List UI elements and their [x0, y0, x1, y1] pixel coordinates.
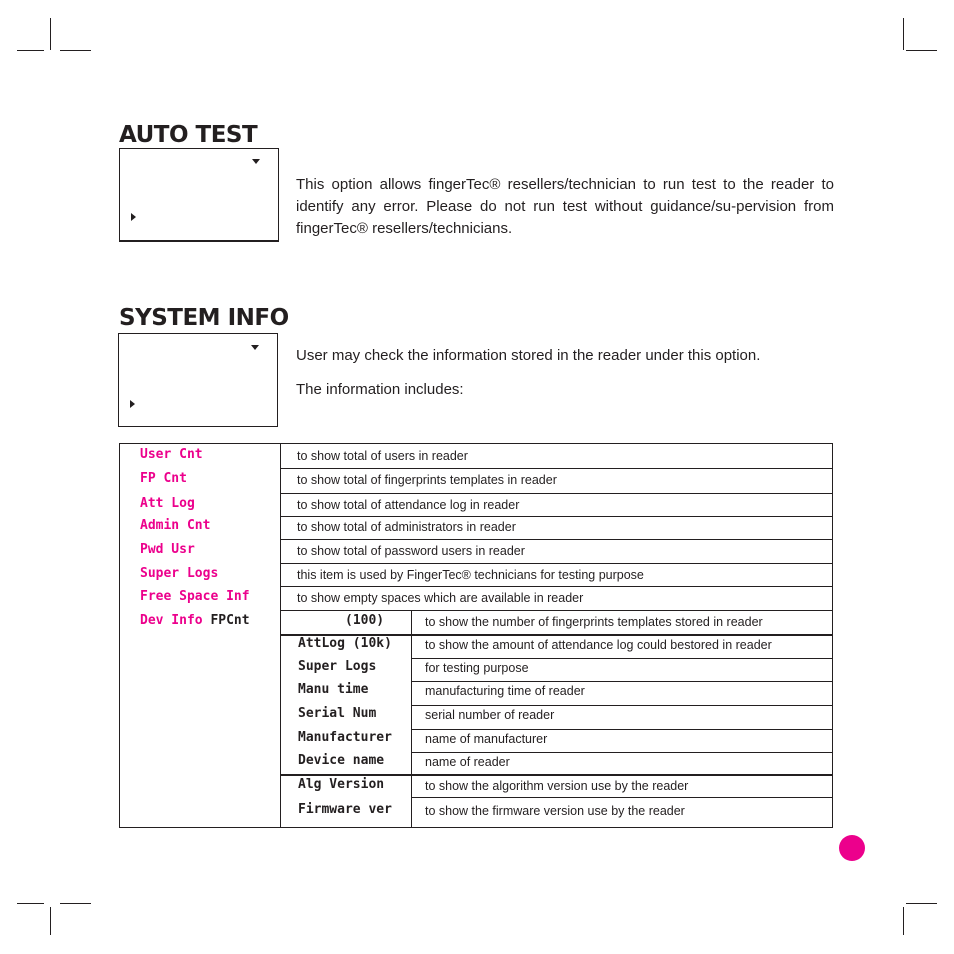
table-row — [120, 444, 832, 468]
sub-row-label: (100) — [345, 613, 385, 628]
table-row — [120, 517, 832, 540]
sub-row-label: Manu time — [298, 682, 369, 697]
auto-test-description: This option allows fingerTec® resellers/technician to run test to the reader to identify any error. Please do not run test without guidance/su-pervision from fingerTec® resellers/technicians. — [296, 176, 834, 237]
sub-table-row — [120, 706, 832, 729]
sub-row-value: to show the algorithm version use by the reader — [425, 779, 689, 793]
row-value: to show empty spaces which are available in reader — [297, 591, 584, 605]
auto-test-screen-illustration — [119, 148, 279, 242]
row-label-att-log: Att Log — [140, 496, 195, 511]
sub-row-label: AttLog (10k) — [298, 636, 392, 651]
sub-table-row — [120, 753, 832, 775]
crop-mark — [60, 903, 91, 904]
crop-mark — [60, 50, 91, 51]
caret-down-icon — [251, 345, 259, 350]
row-value: to show total of attendance log in reader — [297, 498, 520, 512]
system-info-title: SYSTEM INFO — [119, 305, 289, 331]
sub-row-value: name of manufacturer — [425, 732, 548, 746]
crop-mark — [50, 907, 51, 935]
row-label-super-logs: Super Logs — [140, 566, 219, 581]
sub-row-value: for testing purpose — [425, 661, 529, 675]
row-value: this item is used by FingerTec® technicians for testing purpose — [297, 568, 644, 582]
row-value: to show total of fingerprints templates in reader — [297, 473, 557, 487]
table-row — [120, 469, 832, 493]
row-label-free-space-inf: Free Space Inf — [140, 589, 250, 604]
sub-table-row — [120, 636, 832, 658]
sub-row-value: to show the number of fingerprints templates stored in reader — [425, 615, 763, 629]
sub-row-value: manufacturing time of reader — [425, 684, 585, 698]
row-value: to show total of administrators in reader — [297, 520, 516, 534]
auto-test-title: AUTO TEST — [119, 122, 258, 148]
crop-mark — [17, 50, 44, 51]
sub-table-row — [120, 659, 832, 681]
sub-table-row — [120, 730, 832, 753]
row-label-fp-cnt: FP Cnt — [140, 471, 187, 486]
table-row — [120, 564, 832, 586]
system-info-table — [119, 443, 833, 828]
caret-right-icon — [131, 213, 136, 221]
sub-table-row — [120, 776, 832, 798]
crop-mark — [17, 903, 44, 904]
row-value: to show total of password users in reader — [297, 544, 525, 558]
sub-row-label: Manufacturer — [298, 730, 392, 745]
sub-table-row — [120, 798, 832, 827]
dev-info-first-sub: FPCnt — [210, 613, 250, 628]
row-value: to show total of users in reader — [297, 449, 468, 463]
crop-mark — [903, 18, 904, 50]
sub-row-value: serial number of reader — [425, 708, 555, 722]
sub-table-row — [120, 611, 832, 635]
caret-down-icon — [252, 159, 260, 164]
row-label-pwd-usr: Pwd Usr — [140, 542, 195, 557]
dev-info-label: Dev Info — [140, 613, 203, 628]
crop-mark — [903, 907, 904, 935]
page-marker-dot — [839, 835, 865, 861]
sub-row-value: to show the amount of attendance log could bestored in reader — [425, 638, 772, 652]
system-info-includes-text: The information includes: — [296, 381, 464, 398]
row-label-admin-cnt: Admin Cnt — [140, 518, 211, 533]
sub-row-label: Device name — [298, 753, 385, 768]
sub-table-row — [120, 682, 832, 705]
table-row — [120, 494, 832, 516]
crop-mark — [906, 903, 937, 904]
sub-row-value: name of reader — [425, 755, 510, 769]
system-info-description: User may check the information stored in the reader under this option. — [296, 347, 761, 364]
sub-row-label: Super Logs — [298, 659, 377, 674]
table-row — [120, 540, 832, 563]
sub-row-label: Serial Num — [298, 706, 377, 721]
sub-row-label: Firmware ver — [298, 802, 392, 817]
crop-mark — [50, 18, 51, 50]
system-info-screen-illustration — [118, 333, 278, 427]
sub-row-label: Alg Version — [298, 777, 385, 792]
row-label-user-cnt: User Cnt — [140, 447, 203, 462]
crop-mark — [906, 50, 937, 51]
table-row — [120, 587, 832, 610]
sub-row-value: to show the firmware version use by the reader — [425, 804, 685, 818]
caret-right-icon — [130, 400, 135, 408]
